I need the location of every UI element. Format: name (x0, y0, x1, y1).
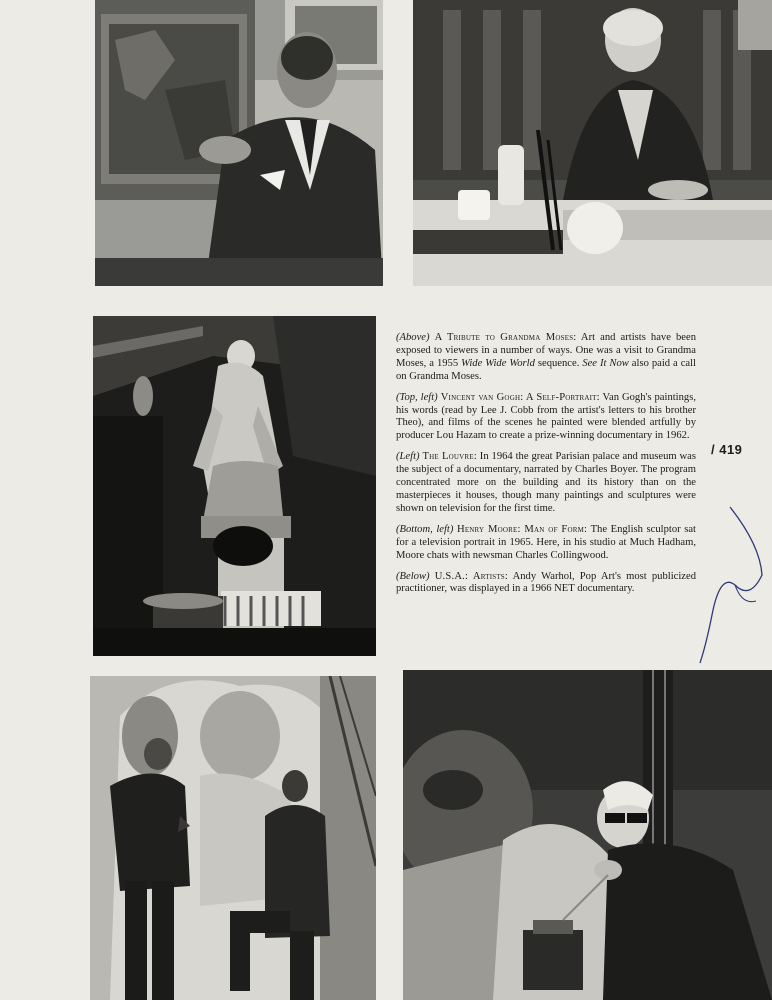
caption-louvre (396, 451, 696, 516)
photo-andy-warhol (403, 670, 772, 1000)
pen-mark-scribble (690, 505, 772, 665)
caption-usa-artists (396, 571, 696, 597)
caption-henry-moore (396, 524, 696, 563)
page-number: / 419 (711, 442, 743, 457)
caption-lead: (Below) (396, 570, 430, 582)
caption-body-text: Van Gogh's paintings, his words (read by Lee J. Cobb from the artist's letters to his brother Theo), and films of the scenes he painted were blended artfully by producer Lou Hazam to create a prize-winning documentary in 1962. (396, 391, 696, 442)
caption-column (396, 332, 696, 604)
caption-van-gogh (396, 392, 696, 444)
caption-lead: (Bottom, left) (396, 523, 454, 535)
caption-lead: (Left) (396, 451, 420, 463)
photo-henry-moore (90, 676, 376, 1000)
caption-heading: Vincent van Gogh: A Self-Portrait: (440, 391, 600, 403)
caption-body-text: also paid a call on Grandma Moses. (396, 357, 696, 382)
caption-body-text: In 1964 the great Parisian palace and museum was the subject of a documentary, narrated by Charles Boyer. The program concentrated more on the building and its history than on the masterpieces it houses, though many paintings and sculptures were shown on television for the first time. (396, 451, 696, 514)
photo-grandma-moses (413, 0, 772, 286)
caption-program-title: See It Now (582, 357, 629, 369)
caption-heading: U.S.A.: Artists: (434, 570, 509, 582)
caption-lead: (Top, left) (396, 391, 438, 403)
caption-heading: The Louvre: (422, 451, 477, 463)
photo-van-gogh-producer (95, 0, 383, 286)
caption-lead: (Above) (396, 332, 430, 343)
caption-grandma-moses (396, 332, 696, 384)
caption-body-text: Art and artists have been exposed to viewers in a number of ways. One was a visit to Grandma Moses, a 1955 (396, 332, 696, 369)
caption-heading: Henry Moore: Man of Form: (456, 523, 588, 535)
caption-body-text: The English sculptor sat for a television portrait in 1965. Here, in his studio at Much Hadham, Moore chats with newsman Charles Collingwood. (396, 523, 696, 561)
caption-body-text: sequence. (534, 357, 583, 369)
photo-louvre-statue (93, 316, 376, 656)
caption-heading: A Tribute to Grandma Moses: (434, 332, 577, 343)
caption-body-text: Andy Warhol, Pop Art's most publicized practitioner, was displayed in a 1966 NET documentary. (396, 570, 696, 595)
caption-program-title: Wide Wide World (461, 357, 535, 369)
